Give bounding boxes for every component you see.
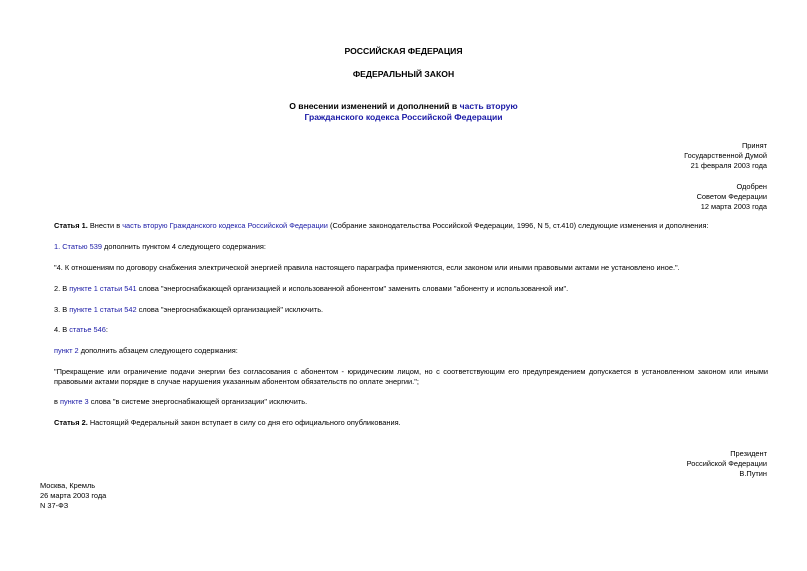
quote-2: "Прекращение или ограничение подачи энергии без согласования с абонентом - юридическим лицом, но с соответствующим его предупреждением допускается в установленном законом или иными правовыми актами порядке в случае нарушения указанным абонентом обязательств по оплате энергии."; (54, 367, 768, 386)
approved-by: Советом Федерации (696, 192, 767, 201)
article-2-label: Статья 2. (54, 418, 88, 427)
signature-title: Президент (730, 449, 767, 458)
item-1-text: дополнить пунктом 4 следующего содержания: (101, 242, 266, 251)
signature-country: Российской Федерации (686, 459, 767, 468)
item-4-sub-1 (54, 346, 768, 356)
item-4-sub-2-prefix: в (54, 397, 60, 406)
quote-1: "4. К отношениям по договору снабжения электрической энергией правила настоящего параграфа применяются, если законом или иными правовыми актами не установлено иное.". (54, 263, 680, 272)
item-3 (54, 305, 768, 315)
article-1-label: Статья 1. (54, 221, 88, 230)
adopted-label: Принят (741, 141, 767, 150)
item-2 (54, 284, 768, 294)
approved-block (697, 182, 767, 212)
item-1 (54, 242, 768, 252)
item-4-sub-2 (54, 397, 768, 407)
item-2-link[interactable]: пункте 1 статьи 541 (69, 284, 137, 293)
item-4-sub-1-text: дополнить абзацем следующего содержания: (78, 346, 238, 355)
item-2-prefix: 2. В (54, 284, 70, 293)
item-3-prefix: 3. В (54, 305, 70, 314)
item-4-prefix: 4. В (54, 325, 70, 334)
law-title-link-part2[interactable]: часть вторую (459, 101, 518, 111)
sign-date: 26 марта 2003 года (40, 491, 107, 500)
header-law-type: ФЕДЕРАЛЬНЫЙ ЗАКОН (352, 69, 455, 79)
article-2 (54, 418, 768, 428)
item-4-suffix: : (105, 325, 108, 334)
approved-label: Одобрен (736, 182, 767, 191)
header-country: РОССИЙСКАЯ ФЕДЕРАЦИЯ (344, 46, 463, 56)
article-1-text-b: (Собрание законодательства Российской Федерации, 1996, N 5, ст.410) следующие изменения и дополнения: (327, 221, 709, 230)
item-4-sub-1-link[interactable]: пункт 2 (54, 346, 79, 355)
law-title-text: О внесении изменений и дополнений в (289, 101, 460, 111)
item-4-sub-2-link[interactable]: пункте 3 (59, 397, 89, 406)
adopted-by: Государственной Думой (684, 151, 767, 160)
place-date-block (40, 481, 106, 511)
law-title-line1 (0, 101, 807, 111)
item-3-link[interactable]: пункте 1 статьи 542 (69, 305, 137, 314)
signature-name: В.Путин (739, 469, 767, 478)
adopted-block (684, 141, 767, 171)
item-3-text: слова "энергоснабжающей организацией" исключить. (136, 305, 324, 314)
approved-date: 12 марта 2003 года (700, 202, 767, 211)
item-4 (54, 325, 768, 335)
article-2-text: Настоящий Федеральный закон вступает в силу со дня его официального опубликования. (87, 418, 401, 427)
place: Москва, Кремль (40, 481, 96, 490)
item-4-sub-2-text: слова "в системе энергоснабжающей организации" исключить. (88, 397, 308, 406)
law-title-link-civil-code[interactable]: Гражданского кодекса Российской Федерации (304, 112, 503, 122)
law-title-line2 (0, 112, 807, 122)
signature-block (687, 449, 767, 479)
item-2-text: слова "энергоснабжающей организацией и использованной абонентом" заменить словами "абоненту и использованной им". (136, 284, 569, 293)
law-number: N 37-ФЗ (40, 501, 69, 510)
article-1 (54, 221, 768, 231)
item-4-link[interactable]: статье 546 (69, 325, 106, 334)
article-1-link[interactable]: часть вторую Гражданского кодекса Российской Федерации (122, 221, 328, 230)
article-1-text-a: Внести в (87, 221, 123, 230)
adopted-date: 21 февраля 2003 года (690, 161, 767, 170)
item-1-link[interactable]: 1. Статью 539 (54, 242, 102, 251)
